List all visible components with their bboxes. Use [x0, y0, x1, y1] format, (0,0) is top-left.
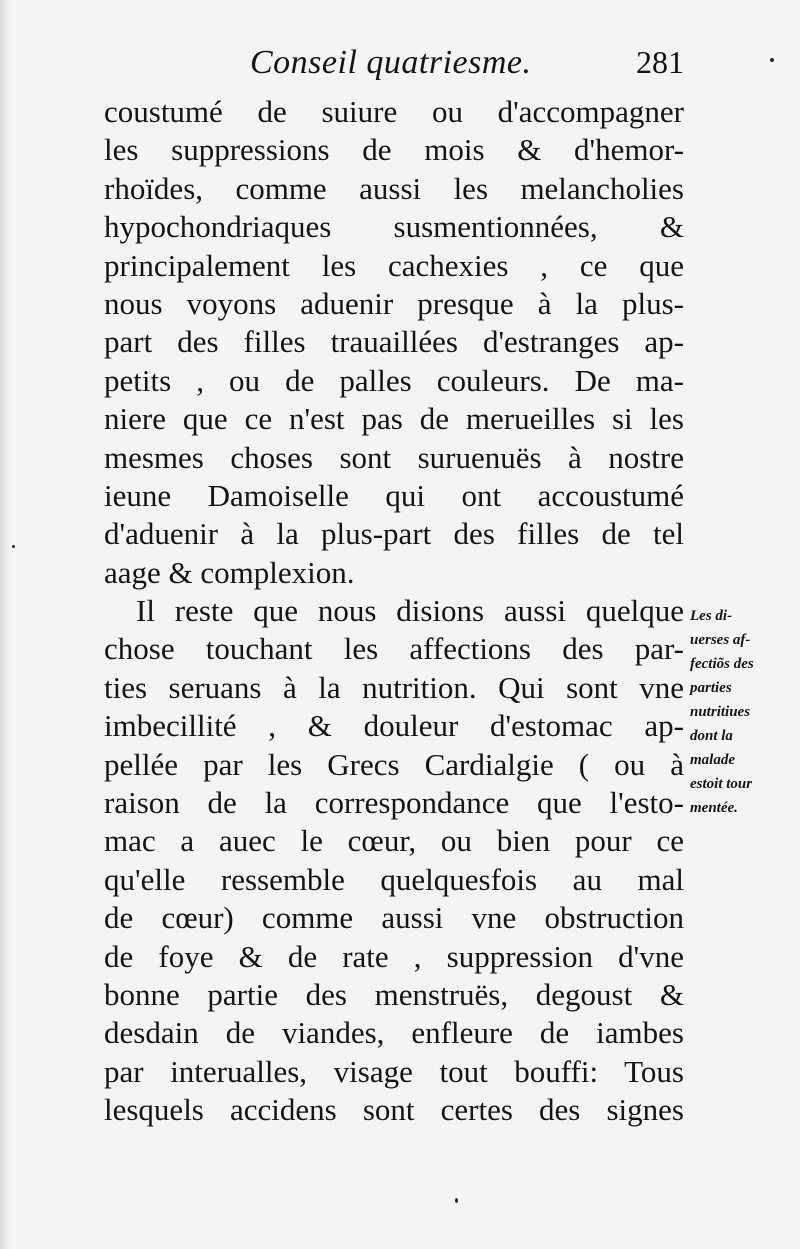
text-line: ties seruans à la nutrition. Qui sont vne — [104, 669, 684, 705]
text-line: hypochondriaques susmentionnées, & — [104, 209, 684, 245]
marginal-note-line: mentée. — [690, 800, 738, 816]
text-line: nous voyons aduenir presque à la plus- — [104, 285, 684, 321]
paper-speck — [12, 545, 15, 548]
text-line: rhoïdes, comme aussi les melancholies — [104, 170, 684, 206]
text-line: desdain de viandes, enfleure de iambes — [104, 1015, 684, 1051]
text-line: raison de la correspondance que l'esto- — [104, 785, 684, 821]
text-line: de foye & de rate , suppression d'vne — [104, 938, 684, 974]
text-line: lesquels accidens sont certes des signes — [104, 1092, 684, 1128]
marginal-note-line: nutritiues — [690, 704, 751, 720]
running-head: Conseil quatriesme. — [250, 44, 532, 81]
text-line: mac a auec le cœur, ou bien pour ce — [104, 823, 684, 859]
text-line: par interualles, visage tout bouffi: Tous — [104, 1053, 684, 1089]
marginal-note-line: parties — [690, 680, 732, 696]
marginal-note — [690, 604, 800, 820]
text-line: imbecillité , & douleur d'estomac ap- — [104, 708, 684, 744]
text-line: qu'elle ressemble quelquesfois au mal — [104, 861, 684, 897]
marginal-note-line: Les di- — [690, 608, 733, 624]
marginal-note-line: fectiõs des — [690, 656, 754, 672]
page-number: 281 — [636, 44, 684, 80]
text-line: chose touchant les affections des par- — [104, 631, 684, 667]
text-line: coustumé de suiure ou d'accompagner — [104, 94, 684, 129]
text-line: niere que ce n'est pas de merueilles si les — [104, 401, 684, 437]
paper-speck — [455, 1198, 458, 1203]
text-line: de cœur) comme aussi vne obstruction — [104, 900, 684, 936]
marginal-note-line: malade — [690, 752, 735, 768]
text-line: principalement les cachexies , ce que — [104, 247, 684, 283]
text-line: pellée par les Grecs Cardialgie ( ou à — [104, 746, 684, 782]
text-line: aage & complexion. — [104, 554, 355, 590]
text-line: ieune Damoiselle qui ont accoustumé — [104, 477, 684, 513]
text-line: petits , ou de palles couleurs. De ma- — [104, 362, 684, 398]
body-text — [104, 93, 684, 1130]
text-line: d'aduenir à la plus-part des filles de tel — [104, 516, 684, 552]
text-line: part des filles trauaillées d'estranges ap- — [104, 324, 684, 360]
text-line: les suppressions de mois & d'hemor- — [104, 132, 684, 168]
paper-speck — [770, 58, 774, 62]
paragraph-start-line: Il reste que nous disions aussi quelque — [136, 593, 684, 629]
marginal-note-line: estoit tour — [690, 776, 753, 792]
marginal-note-line: dont la — [690, 728, 733, 744]
page-header — [100, 44, 690, 88]
text-line: mesmes choses sont suruenuës à nostre — [104, 439, 684, 475]
marginal-note-line: uerses af- — [690, 632, 751, 648]
page-gutter-shadow — [0, 0, 10, 1249]
text-line: bonne partie des menstruës, degoust & — [104, 976, 684, 1012]
